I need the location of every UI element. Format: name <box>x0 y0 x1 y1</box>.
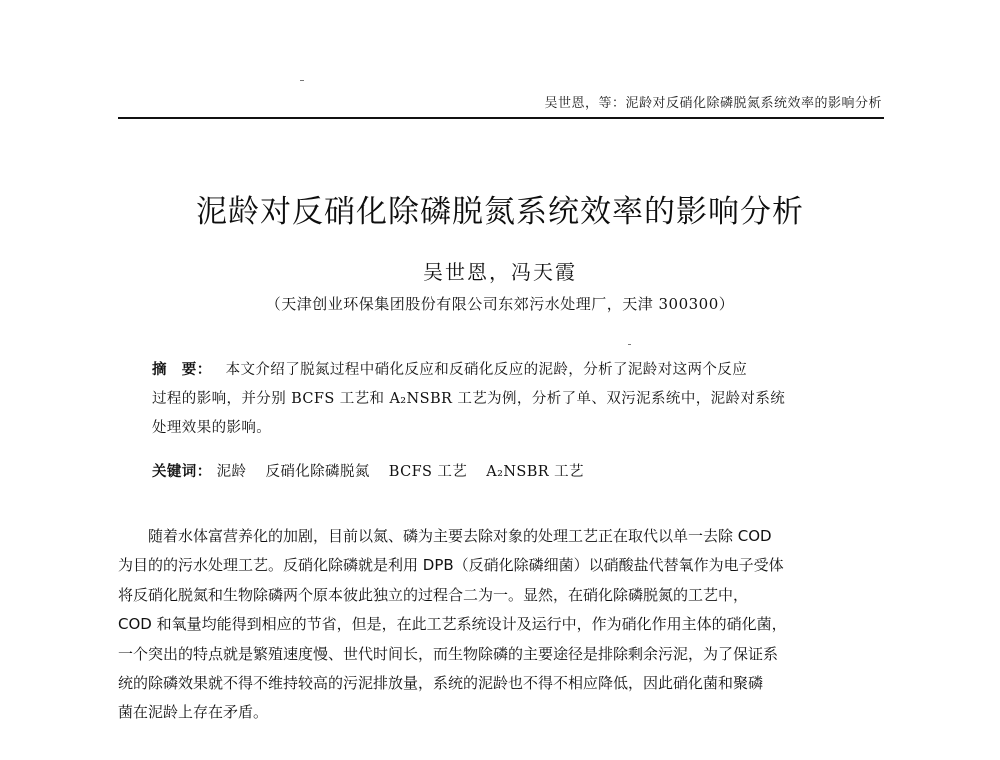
keyword: BCFS 工艺 <box>388 464 468 480</box>
scan-speck <box>628 344 631 345</box>
header-rule <box>118 117 884 119</box>
abstract-line: 处理效果的影响。 <box>152 420 272 436</box>
keyword: A₂NSBR 工艺 <box>486 464 584 480</box>
scan-speck <box>300 80 304 81</box>
body-line: 菌在泥龄上存在矛盾。 <box>118 703 269 722</box>
keyword: 泥龄 <box>216 464 247 480</box>
paper-title: 泥龄对反硝化除磷脱氮系统效率的影响分析 <box>196 194 804 230</box>
abstract-line: 过程的影响，并分别 BCFS 工艺和 A₂NSBR 工艺为例，分析了单、双污泥系统中，泥龄对系统 <box>152 391 786 407</box>
keyword: 反硝化除磷脱氮 <box>265 464 370 480</box>
body-paragraph <box>118 522 884 728</box>
body-line: 统的除磷效果就不得不维持较高的污泥排放量，系统的泥龄也不得不相应降低，因此硝化菌和聚磷 <box>118 674 764 693</box>
body-line: 随着水体富营养化的加剧，目前以氮、磷为主要去除对象的处理工艺正在取代以单一去除 COD <box>148 527 772 545</box>
body-line: 将反硝化脱氮和生物除磷两个原本彼此独立的过程合二为一。显然，在硝化除磷脱氮的工艺中， <box>118 585 749 604</box>
abstract-text: 本文介绍了脱氮过程中硝化反应和反硝化反应的泥龄，分析了泥龄对这两个反应 <box>225 362 748 378</box>
keywords-label: 关键词： <box>152 464 212 480</box>
paper-affiliation: （天津创业环保集团股份有限公司东郊污水处理厂，天津 300300） <box>265 295 735 313</box>
abstract <box>152 356 856 443</box>
running-head: 吴世恩，等：泥龄对反硝化除磷脱氮系统效率的影响分析 <box>544 96 882 111</box>
body-line: 为目的的污水处理工艺。反硝化除磷就是利用 DPB（反硝化除磷细菌）以硝酸盐代替氧作为电子受体 <box>118 556 784 575</box>
paper-authors: 吴世恩，冯天霞 <box>423 260 577 284</box>
abstract-line <box>152 356 856 385</box>
abstract-label: 摘 要： <box>152 362 212 378</box>
body-line: 一个突出的特点就是繁殖速度慢、世代时间长，而生物除磷的主要途径是排除剩余污泥，为了保证系 <box>118 644 779 663</box>
body-line: COD 和氧量均能得到相应的节省，但是，在此工艺系统设计及运行中，作为硝化作用主体的硝化菌， <box>118 615 787 634</box>
keywords <box>152 460 856 484</box>
